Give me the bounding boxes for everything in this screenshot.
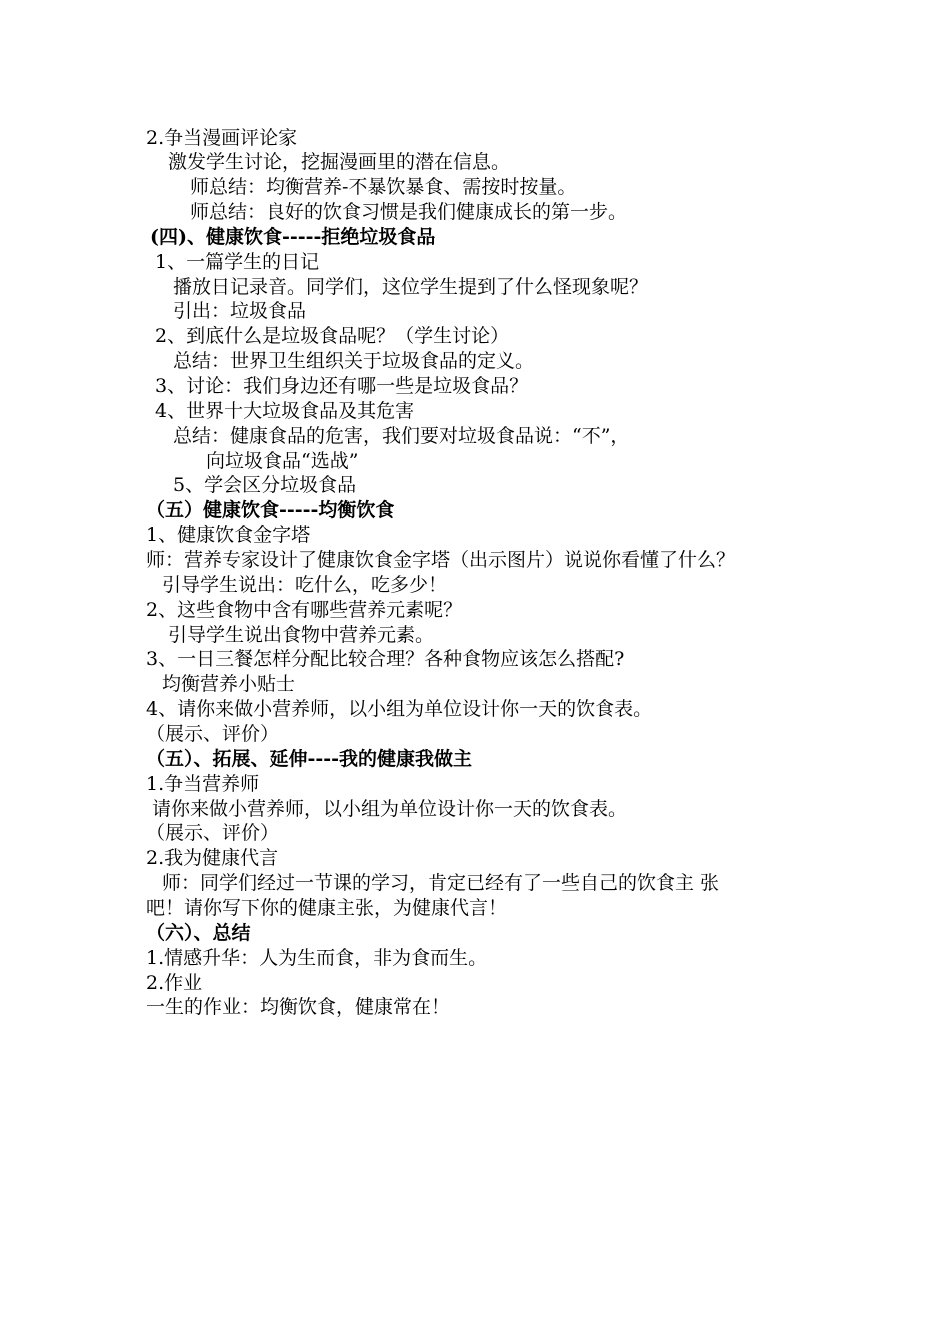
text-line: 2.争当漫画评论家 <box>146 127 298 149</box>
section-heading: （五）、拓展、延伸----我的健康我做主 <box>146 748 473 770</box>
text-line: 2、到底什么是垃圾食品呢？（学生讨论） <box>155 325 510 347</box>
text-line: 师总结：良好的饮食习惯是我们健康成长的第一步。 <box>190 201 628 223</box>
text-line: 均衡营养小贴士 <box>162 673 296 695</box>
text-line: 请你来做小营养师，以小组为单位设计你一天的饮食表。 <box>152 798 628 820</box>
section-heading: （五）健康饮食-----均衡饮食 <box>146 499 395 521</box>
text-line: 2、这些食物中含有哪些营养元素呢？ <box>146 599 463 621</box>
section-heading: (四)、健康饮食-----拒绝垃圾食品 <box>150 226 436 248</box>
text-line: 2.我为健康代言 <box>146 847 279 869</box>
text-line: 3、讨论：我们身边还有哪一些是垃圾食品？ <box>155 375 529 397</box>
text-line: （展示、评价） <box>146 822 280 844</box>
text-line: 一生的作业：均衡饮食，健康常在！ <box>146 996 451 1018</box>
text-line: 总结：健康食品的危害，我们要对垃圾食品说：“不”， <box>173 425 630 447</box>
text-line: 1.争当营养师 <box>146 773 260 795</box>
text-line: 师：营养专家设计了健康饮食金字塔（出示图片）说说你看懂了什么？ <box>146 549 736 571</box>
text-line: 1、健康饮食金字塔 <box>146 524 311 546</box>
text-line: 2.作业 <box>146 972 203 994</box>
text-line: 引导学生说出：吃什么，吃多少！ <box>162 574 448 596</box>
text-line: 3、一日三餐怎样分配比较合理？各种食物应该怎么搭配? <box>146 648 625 670</box>
text-line: 总结：世界卫生组织关于垃圾食品的定义。 <box>173 350 535 372</box>
section-heading: （六）、总结 <box>146 922 251 944</box>
text-line: 向垃圾食品“选战” <box>206 450 359 472</box>
text-line: 4、世界十大垃圾食品及其危害 <box>155 400 415 422</box>
text-line: 4、请你来做小营养师，以小组为单位设计你一天的饮食表。 <box>146 698 653 720</box>
text-line: 5、学会区分垃圾食品 <box>173 474 357 496</box>
text-line: 吧！请你写下你的健康主张，为健康代言！ <box>146 897 508 919</box>
text-line: 师总结：均衡营养-不暴饮暴食、需按时按量。 <box>190 176 577 198</box>
text-line: 播放日记录音。同学们，这位学生提到了什么怪现象呢？ <box>173 276 649 298</box>
text-line: 激发学生讨论，挖掘漫画里的潜在信息。 <box>168 151 511 173</box>
text-line: （展示、评价） <box>146 723 280 745</box>
text-line: 师：同学们经过一节课的学习，肯定已经有了一些自己的饮食主 张 <box>162 872 720 894</box>
text-line: 引导学生说出食物中营养元素。 <box>168 624 435 646</box>
text-line: 引出：垃圾食品 <box>173 300 307 322</box>
text-line: 1.情感升华：人为生而食，非为食而生。 <box>146 947 488 969</box>
text-line: 1、一篇学生的日记 <box>155 251 320 273</box>
